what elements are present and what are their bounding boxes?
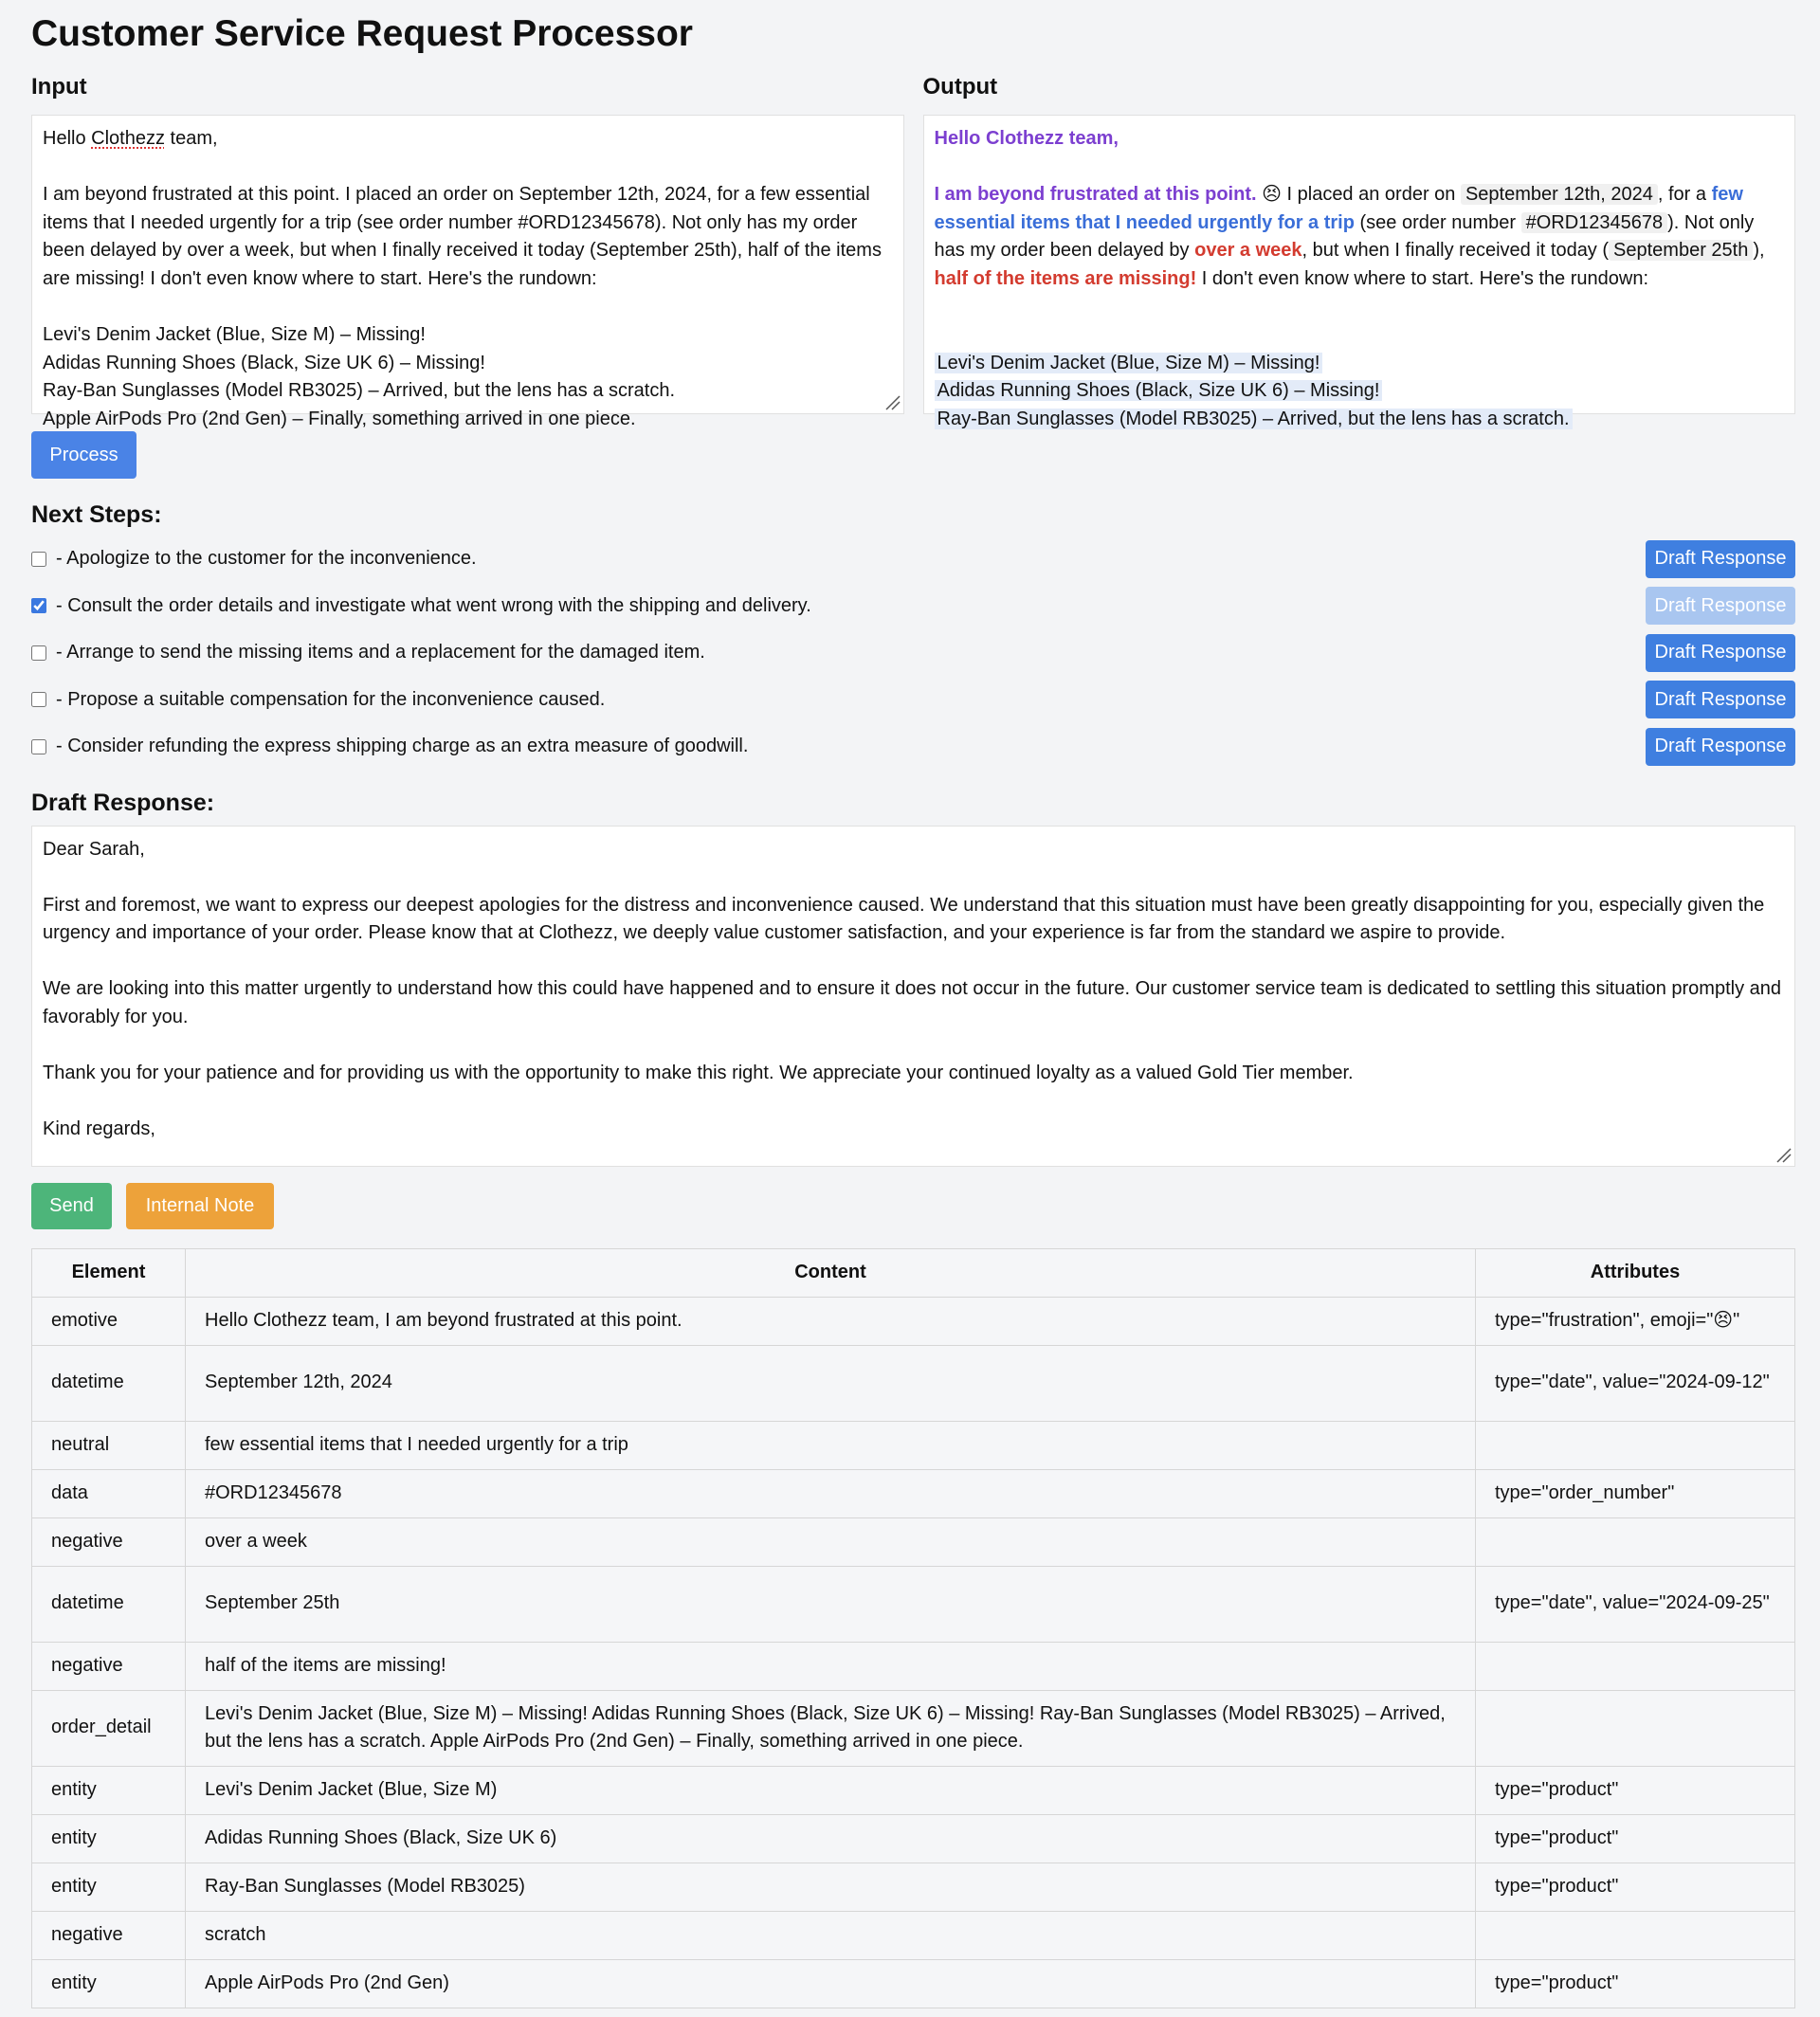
table-row <box>32 1469 1795 1517</box>
cell-element: entity <box>32 1766 186 1814</box>
cell-element: order_detail <box>32 1690 186 1766</box>
input-item: Apple AirPods Pro (2nd Gen) – Finally, something arrived in one piece. <box>43 408 636 429</box>
step-text: - Propose a suitable compensation for the inconvenience caused. <box>56 688 606 710</box>
next-step-item <box>31 677 1795 724</box>
table-header-row <box>32 1248 1795 1297</box>
input-greeting <box>43 125 893 154</box>
step-text: - Arrange to send the missing items and a replacement for the damaged item. <box>56 642 705 663</box>
output-text: , for a <box>1657 184 1712 206</box>
output-entity: Levi's Denim Jacket (Blue, Size M) – Missing! <box>935 353 1323 373</box>
table-row <box>32 1911 1795 1959</box>
cell-element: emotive <box>32 1297 186 1345</box>
output-label: Output <box>922 74 998 100</box>
cell-attributes: type="product" <box>1476 1959 1795 2008</box>
cell-attributes <box>1476 1690 1795 1766</box>
cell-attributes: type="date", value="2024-09-12" <box>1476 1345 1795 1421</box>
draft-paragraph: First and foremost, we want to express our deepest apologies for the distress and inconvenience caused. We understand that this situation must have been greatly disappointing for you, especially given the urgency and importance of your order. Please know that at Clothezz, we deeply value customer satisfaction, and your experience is far from the standard we aspire to provide. <box>43 894 1765 944</box>
output-text: I placed an order on <box>1281 184 1461 206</box>
draft-response-button[interactable]: Draft Response <box>1646 540 1795 578</box>
output-text: , but when I finally received it today ( <box>1301 240 1610 262</box>
cell-element: datetime <box>32 1345 186 1421</box>
cell-content: #ORD12345678 <box>186 1469 1476 1517</box>
cell-element: data <box>32 1469 186 1517</box>
input-paragraph: I am beyond frustrated at this point. I placed an order on September 12th, 2024, for a few essential items that I needed urgently for a trip (see order number #ORD12345678). Not only has my order been delayed by over a week, but when I finally received it today (September 25th), half of the items are missing! I don't even know where to start. Here's the rundown: <box>43 184 882 289</box>
draft-response-button[interactable]: Draft Response <box>1646 587 1795 625</box>
output-text: ). Not only has my order been delayed by <box>934 211 1755 262</box>
draft-response-button[interactable]: Draft Response <box>1646 728 1795 766</box>
resize-grip-icon[interactable] <box>1774 1146 1792 1163</box>
next-steps-title: Next Steps: <box>31 501 162 528</box>
cell-content: Ray-Ban Sunglasses (Model RB3025) <box>186 1863 1476 1911</box>
draft-paragraph: Kind regards, <box>43 1118 155 1140</box>
column-header: Content <box>186 1248 1476 1297</box>
column-header: Element <box>32 1248 186 1297</box>
input-greeting-brand: Clothezz <box>91 128 165 149</box>
draft-response-button[interactable]: Draft Response <box>1646 681 1795 718</box>
output-neutral: few essential items that I needed urgently for a trip <box>934 184 1743 233</box>
cell-attributes: type="product" <box>1476 1863 1795 1911</box>
cell-content: Adidas Running Shoes (Black, Size UK 6) <box>186 1814 1476 1863</box>
table-row <box>32 1863 1795 1911</box>
cell-attributes <box>1476 1421 1795 1469</box>
step-text: - Consider refunding the express shipping charge as an extra measure of goodwill. <box>56 736 749 757</box>
input-textarea[interactable] <box>31 115 904 429</box>
output-datetime: September 12th, 2024 <box>1461 184 1658 205</box>
next-step-item <box>31 583 1795 630</box>
cell-content: September 12th, 2024 <box>186 1345 1476 1421</box>
cell-element: entity <box>32 1814 186 1863</box>
analysis-table <box>31 1248 1795 2008</box>
output-column <box>922 60 1796 429</box>
output-negative: half of the items are missing! <box>934 267 1197 289</box>
cell-element: negative <box>32 1911 186 1959</box>
next-steps-list <box>31 536 1795 771</box>
cell-element: datetime <box>32 1566 186 1642</box>
cell-content: half of the items are missing! <box>186 1642 1476 1690</box>
cell-element: negative <box>32 1642 186 1690</box>
table-row <box>32 1690 1795 1766</box>
table-row <box>32 1297 1795 1345</box>
output-datetime: September 25th <box>1609 240 1753 261</box>
output-entity: Ray-Ban Sunglasses (Model RB3025) – Arrived, but the lens has a scratch. <box>935 409 1573 429</box>
input-column <box>31 60 904 429</box>
cell-attributes: type="order_number" <box>1476 1469 1795 1517</box>
input-greeting-post: team, <box>164 128 218 149</box>
cell-attributes <box>1476 1911 1795 1959</box>
step-checkbox[interactable] <box>31 598 46 613</box>
table-row <box>32 1517 1795 1566</box>
cell-content: Hello Clothezz team, I am beyond frustrated at this point. <box>186 1297 1476 1345</box>
input-item: Levi's Denim Jacket (Blue, Size M) – Missing! <box>43 324 426 346</box>
next-step-item <box>31 723 1795 771</box>
output-text: I don't even know where to start. Here's the rundown: <box>1196 267 1649 289</box>
output-paragraph <box>935 181 1785 293</box>
input-greeting-pre: Hello <box>43 128 92 149</box>
table-row <box>32 1959 1795 2008</box>
input-item: Adidas Running Shoes (Black, Size UK 6) – Missing! <box>43 352 485 373</box>
page-title: Customer Service Request Processor <box>31 13 693 54</box>
action-buttons <box>31 1183 1795 1229</box>
draft-paragraph: We are looking into this matter urgently to understand how this could have happened and to ensure it does not occur in the future. Our customer service team is dedicated to settling this situation promptly and favorably for you. <box>43 978 1781 1028</box>
draft-response-textarea[interactable] <box>31 826 1795 1167</box>
output-entity: Adidas Running Shoes (Black, Size UK 6) – Missing! <box>935 380 1383 401</box>
cell-content: over a week <box>186 1517 1476 1566</box>
table-body <box>32 1297 1795 2008</box>
next-step-item <box>31 629 1795 677</box>
cell-content: September 25th <box>186 1566 1476 1642</box>
process-button[interactable]: Process <box>31 431 136 479</box>
output-emotive: I am beyond frustrated at this point. <box>934 184 1257 206</box>
cell-attributes: type="frustration", emoji="😣" <box>1476 1297 1795 1345</box>
cell-content: few essential items that I needed urgently for a trip <box>186 1421 1476 1469</box>
output-text: (see order number <box>1354 211 1521 233</box>
table-row <box>32 1421 1795 1469</box>
cell-attributes: type="date", value="2024-09-25" <box>1476 1566 1795 1642</box>
output-text: ), <box>1753 240 1765 262</box>
cell-element: entity <box>32 1863 186 1911</box>
cell-element: entity <box>32 1959 186 2008</box>
draft-response-button[interactable]: Draft Response <box>1646 634 1795 672</box>
draft-paragraph: Dear Sarah, <box>43 838 145 860</box>
table-row <box>32 1642 1795 1690</box>
cell-attributes <box>1476 1517 1795 1566</box>
output-negative: over a week <box>1194 240 1302 262</box>
io-row <box>31 60 1795 429</box>
internal-note-button[interactable]: Internal Note <box>126 1183 274 1229</box>
table-row <box>32 1566 1795 1642</box>
resize-grip-icon[interactable] <box>883 393 901 410</box>
output-panel <box>923 115 1796 429</box>
next-step-item <box>31 536 1795 583</box>
input-label: Input <box>31 74 87 100</box>
draft-paragraph: Thank you for your patience and for providing us with the opportunity to make this right. We appreciate your continued loyalty as a valued Gold Tier member. <box>43 1063 1354 1084</box>
draft-response-title: Draft Response: <box>31 789 215 816</box>
cell-attributes: type="product" <box>1476 1814 1795 1863</box>
cell-content: Levi's Denim Jacket (Blue, Size M) <box>186 1766 1476 1814</box>
step-text: - Consult the order details and investigate what went wrong with the shipping and delivery. <box>56 594 811 616</box>
table-row <box>32 1766 1795 1814</box>
step-checkbox[interactable] <box>31 692 46 707</box>
output-greeting: Hello Clothezz team, <box>934 128 1119 149</box>
output-data: #ORD12345678 <box>1521 212 1668 233</box>
table-row <box>32 1814 1795 1863</box>
cell-content: Apple AirPods Pro (2nd Gen) <box>186 1959 1476 2008</box>
output-order-detail <box>935 350 1785 434</box>
cell-content: Levi's Denim Jacket (Blue, Size M) – Missing! Adidas Running Shoes (Black, Size UK 6) – Missing! Ray-Ban Sunglasses (Model RB3025) – Arrived, but the lens has a scratch. Apple AirPods Pro (2nd Gen) – Finally, something arrived in one piece. <box>186 1690 1476 1766</box>
table-row <box>32 1345 1795 1421</box>
step-checkbox[interactable] <box>31 739 46 754</box>
step-text: - Apologize to the customer for the inconvenience. <box>56 548 477 570</box>
frustrated-emoji-icon: 😣 <box>1262 184 1282 206</box>
output-spacer <box>935 321 1785 350</box>
cell-attributes <box>1476 1642 1795 1690</box>
send-button[interactable]: Send <box>31 1183 112 1229</box>
column-header: Attributes <box>1476 1248 1795 1297</box>
cell-element: negative <box>32 1517 186 1566</box>
cell-attributes: type="product" <box>1476 1766 1795 1814</box>
step-checkbox[interactable] <box>31 552 46 567</box>
cell-content: scratch <box>186 1911 1476 1959</box>
step-checkbox[interactable] <box>31 645 46 661</box>
cell-element: neutral <box>32 1421 186 1469</box>
input-item: Ray-Ban Sunglasses (Model RB3025) – Arrived, but the lens has a scratch. <box>43 380 676 402</box>
